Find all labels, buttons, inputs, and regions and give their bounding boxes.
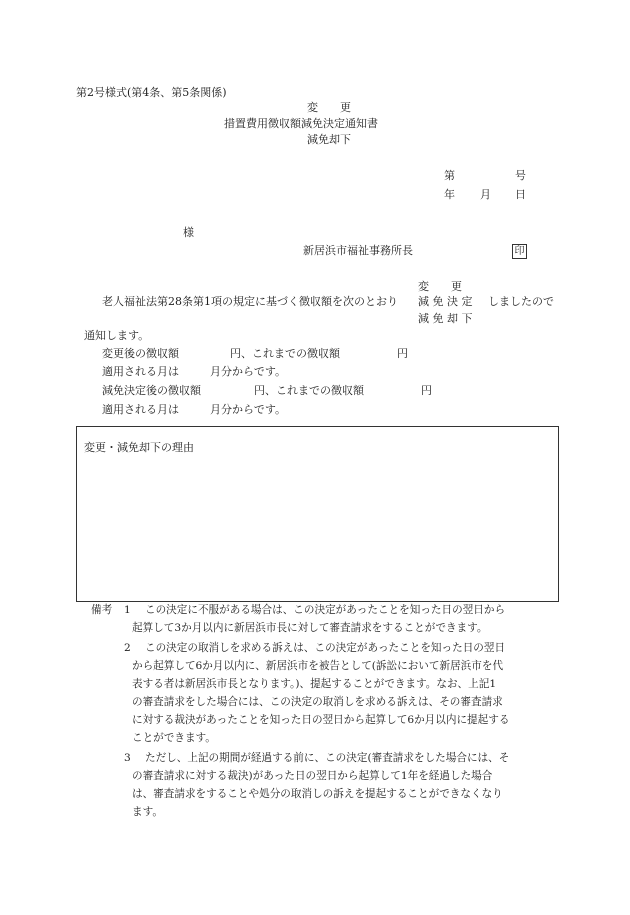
notes-label: 備考 (91, 604, 113, 616)
note-1-line-1: この決定に不服がある場合は、この決定があったことを知った日の翌日から (145, 604, 506, 616)
reason-box (76, 426, 559, 602)
applied-month-label-1: 適用される月は (102, 365, 179, 378)
applied-month-suffix-2: 月分からです。 (210, 403, 287, 416)
applied-month-label-2: 適用される月は (102, 403, 179, 416)
applied-month-suffix-1: 月分からです。 (210, 365, 287, 378)
note-3-line-1: ただし、上記の期間が経過する前に、この決定(審査請求をした場合には、そ (145, 752, 510, 764)
document-title: 措置費用徴収額減免決定通知書 (224, 117, 378, 130)
note-3-line-2: の審査請求に対する裁決)があった日の翌日から起算して1年を経過した場合 (132, 770, 493, 782)
note-3-number: 3 (124, 752, 131, 764)
note-2-line-6: ことができます。 (132, 732, 216, 744)
doc-number-prefix: 第 (444, 169, 455, 182)
date-month: 月 (480, 188, 491, 201)
body-choice-exemption: 減 免 決 定 (418, 295, 473, 308)
amount-yen-3: 円、これまでの徴収額 (254, 384, 364, 397)
doc-number-suffix: 号 (515, 169, 526, 182)
title-change-option: 変 更 (307, 101, 351, 114)
form-id: 第2号様式(第4条、第5条関係) (76, 86, 227, 99)
amount-label-exempt: 減免決定後の徴収額 (102, 384, 201, 397)
note-2-line-3: 表する者は新居浜市長となります。)、提起することができます。なお、上記1 (132, 678, 497, 690)
amount-label-changed: 変更後の徴収額 (102, 347, 179, 360)
note-3-line-4: ます。 (132, 806, 163, 818)
reason-label: 変更・減免却下の理由 (84, 441, 194, 454)
note-3-line-3: は、審査請求をすることや処分の取消しの訴えを提起することができなくなり (132, 788, 503, 800)
amount-yen-1: 円、これまでの徴収額 (230, 347, 340, 360)
amount-yen-2: 円 (397, 347, 408, 360)
note-2-number: 2 (124, 642, 131, 654)
note-1-number: 1 (124, 604, 131, 616)
body-ending: しましたので (488, 295, 554, 308)
note-1-line-2: 起算して3か月以内に新居浜市長に対して審査請求をすることができます。 (132, 622, 488, 634)
body-line-2: 通知します。 (84, 329, 150, 342)
body-choice-rejection: 減 免 却 下 (418, 312, 473, 325)
recipient-suffix: 様 (183, 226, 194, 239)
seal-mark: 印 (512, 244, 527, 259)
body-line-1: 老人福祉法第28条第1項の規定に基づく徴収額を次のとおり (102, 295, 398, 308)
body-choice-change: 変 更 (418, 280, 462, 293)
date-year: 年 (444, 188, 455, 201)
date-day: 日 (515, 188, 526, 201)
sender-name: 新居浜市福祉事務所長 (303, 244, 413, 257)
note-2-line-2: から起算して6か月以内に、新居浜市を被告として(訴訟において新居浜市を代 (132, 660, 504, 672)
note-2-line-4: の審査請求をした場合には、この決定の取消しを求める訴えは、その審査請求 (132, 696, 503, 708)
amount-yen-4: 円 (421, 384, 432, 397)
note-2-line-1: この決定の取消しを求める訴えは、この決定があったことを知った日の翌日 (145, 642, 506, 654)
title-rejection-option: 減免却下 (307, 133, 351, 146)
note-2-line-5: に対する裁決があったことを知った日の翌日から起算して6か月以内に提起する (132, 714, 510, 726)
